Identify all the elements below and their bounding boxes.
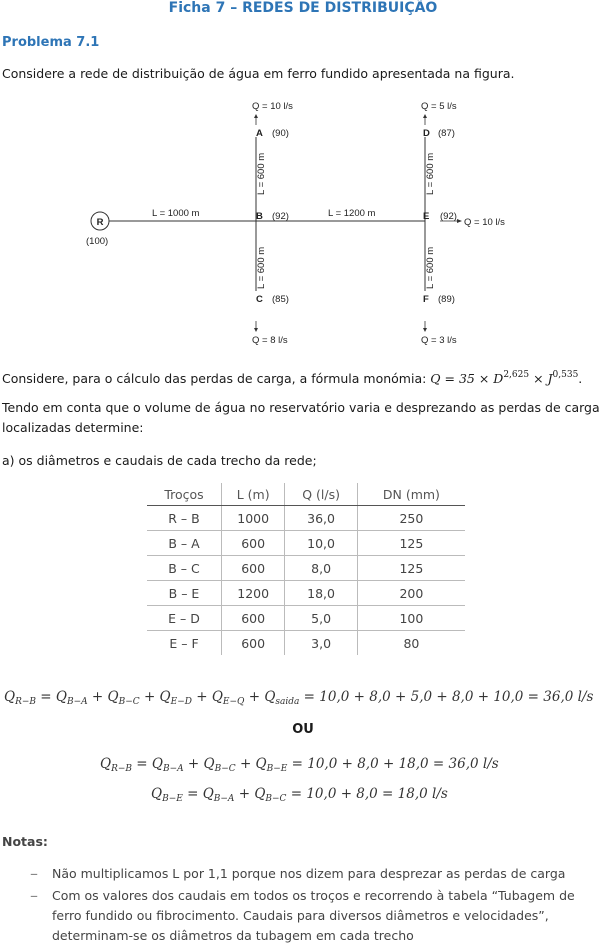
- table-cell: 250: [357, 506, 465, 531]
- flow-e: Q = 10 l/s: [464, 217, 505, 228]
- node-c-elev: (85): [272, 294, 289, 305]
- table-cell: 8,0: [285, 556, 357, 581]
- node-e-label: E: [423, 211, 430, 222]
- table-cell: 125: [357, 556, 465, 581]
- length-ed: L = 600 m: [425, 152, 436, 195]
- table-cell: 100: [357, 606, 465, 631]
- table-cell: R – B: [147, 506, 222, 531]
- node-a-elev: (90): [272, 128, 289, 139]
- length-ba: L = 600 m: [256, 152, 267, 195]
- table-header-cell: DN (mm): [357, 483, 465, 506]
- note-item-1: Não multiplicamos L por 1,1 porque nos dizem para desprezar as perdas de carga: [52, 866, 566, 881]
- note-item-2: Com os valores dos caudais em todos os troços e recorrendo à tabela “Tubagem de ferro fundido ou fibrocimento. Caudais para diversos diâmetros e velocidades”, determinam-se os diâmetros da tubagem em cada trecho: [52, 888, 575, 943]
- flow-a: Q = 10 l/s: [252, 101, 293, 112]
- node-d-elev: (87): [438, 128, 455, 139]
- table-cell: 125: [357, 531, 465, 556]
- table-header-row: [147, 483, 465, 506]
- table-row: [147, 631, 465, 656]
- note-bullet: –: [30, 886, 38, 905]
- length-ef: L = 600 m: [425, 246, 436, 289]
- table-row: [147, 606, 465, 631]
- node-f-elev: (89): [438, 294, 455, 305]
- table-cell: 600: [222, 606, 285, 631]
- problem-title: Problema 7.1: [2, 35, 100, 50]
- table-header-cell: Troços: [147, 483, 222, 506]
- equation-1: $Q_{R-B} = Q_{B-A} + Q_{B-C} + Q_{E-D} + Q_{E-Q} + Q_{saida} = 10,0 + 8,0 + 5,0 + 8,0 + 10,0 = 36,0$ l/s: [4, 689, 594, 707]
- table-cell: 1000: [222, 506, 285, 531]
- table-cell: 5,0: [285, 606, 357, 631]
- table-cell: 80: [357, 631, 465, 656]
- table-cell: 600: [222, 531, 285, 556]
- node-c-label: C: [256, 294, 263, 305]
- or-separator: OU: [292, 722, 314, 737]
- table-cell: 10,0: [285, 531, 357, 556]
- notes-title: Notas:: [2, 834, 48, 849]
- length-rb: L = 1000 m: [152, 208, 200, 219]
- problem-intro: Considere a rede de distribuição de água em ferro fundido apresentada na figura.: [2, 66, 515, 81]
- question-a: a) os diâmetros e caudais de cada trecho da rede;: [2, 453, 317, 468]
- equation-3: $Q_{B-E} = Q_{B-A} + Q_{B-C} = 10,0 + 8,0 = 18,0$ l/s: [151, 786, 448, 804]
- results-table: [147, 483, 465, 655]
- length-be: L = 1200 m: [328, 208, 376, 219]
- node-b-elev: (92): [272, 211, 289, 222]
- page-title: Ficha 7 – REDES DE DISTRIBUIÇÃO: [168, 0, 438, 16]
- node-b-label: B: [256, 211, 263, 222]
- table-cell: 1200: [222, 581, 285, 606]
- table-cell: 18,0: [285, 581, 357, 606]
- note-bullet: –: [30, 864, 38, 883]
- table-row: [147, 531, 465, 556]
- table-cell: E – F: [169, 635, 199, 651]
- table-cell: 3,0: [285, 631, 357, 656]
- table-row: [147, 556, 465, 581]
- table-cell: B – E: [147, 581, 222, 606]
- equation-2: $Q_{R-B} = Q_{B-A} + Q_{B-C} + Q_{B-E} = 10,0 + 8,0 + 18,0 = 36,0$ l/s: [100, 756, 499, 774]
- table-header-cell: L (m): [222, 483, 285, 506]
- table-cell: B – A: [147, 531, 222, 556]
- table-cell: E – D: [147, 606, 222, 631]
- table-row: [147, 506, 465, 531]
- network-diagram: [80, 95, 520, 350]
- flow-f: Q = 3 l/s: [421, 335, 457, 346]
- formula-paragraph: Considere, para o cálculo das perdas de carga, a fórmula monómia: Q = 35 × D$^{2,625}$ × J$^{0,535}$.: [2, 370, 583, 386]
- node-r-elev: (100): [86, 236, 109, 247]
- node-r-label: R: [96, 217, 104, 228]
- table-cell: 36,0: [285, 506, 357, 531]
- table-cell: B – C: [147, 556, 222, 581]
- table-cell: 600: [222, 556, 285, 581]
- node-e-elev: (92): [440, 211, 457, 222]
- node-d-label: D: [423, 128, 430, 139]
- node-a-label: A: [256, 128, 263, 139]
- node-f-label: F: [423, 294, 429, 305]
- paragraph-2-line-1: Tendo em conta que o volume de água no reservatório varia e desprezando as perdas de carga: [2, 400, 600, 415]
- formula-intro: Considere, para o cálculo das perdas de carga, a fórmula monómia:: [2, 371, 431, 386]
- flow-d: Q = 5 l/s: [421, 101, 457, 112]
- flow-c: Q = 8 l/s: [252, 335, 288, 346]
- table-row: [147, 581, 465, 606]
- table-cell: 200: [357, 581, 465, 606]
- table-header-cell: Q (l/s): [285, 483, 357, 506]
- table-cell: 600: [222, 631, 285, 656]
- formula: Q = 35 × D$^{2,625}$ × J$^{0,535}$: [430, 370, 579, 386]
- paragraph-2-line-2: localizadas determine:: [2, 420, 144, 435]
- length-bc: L = 600 m: [256, 246, 267, 289]
